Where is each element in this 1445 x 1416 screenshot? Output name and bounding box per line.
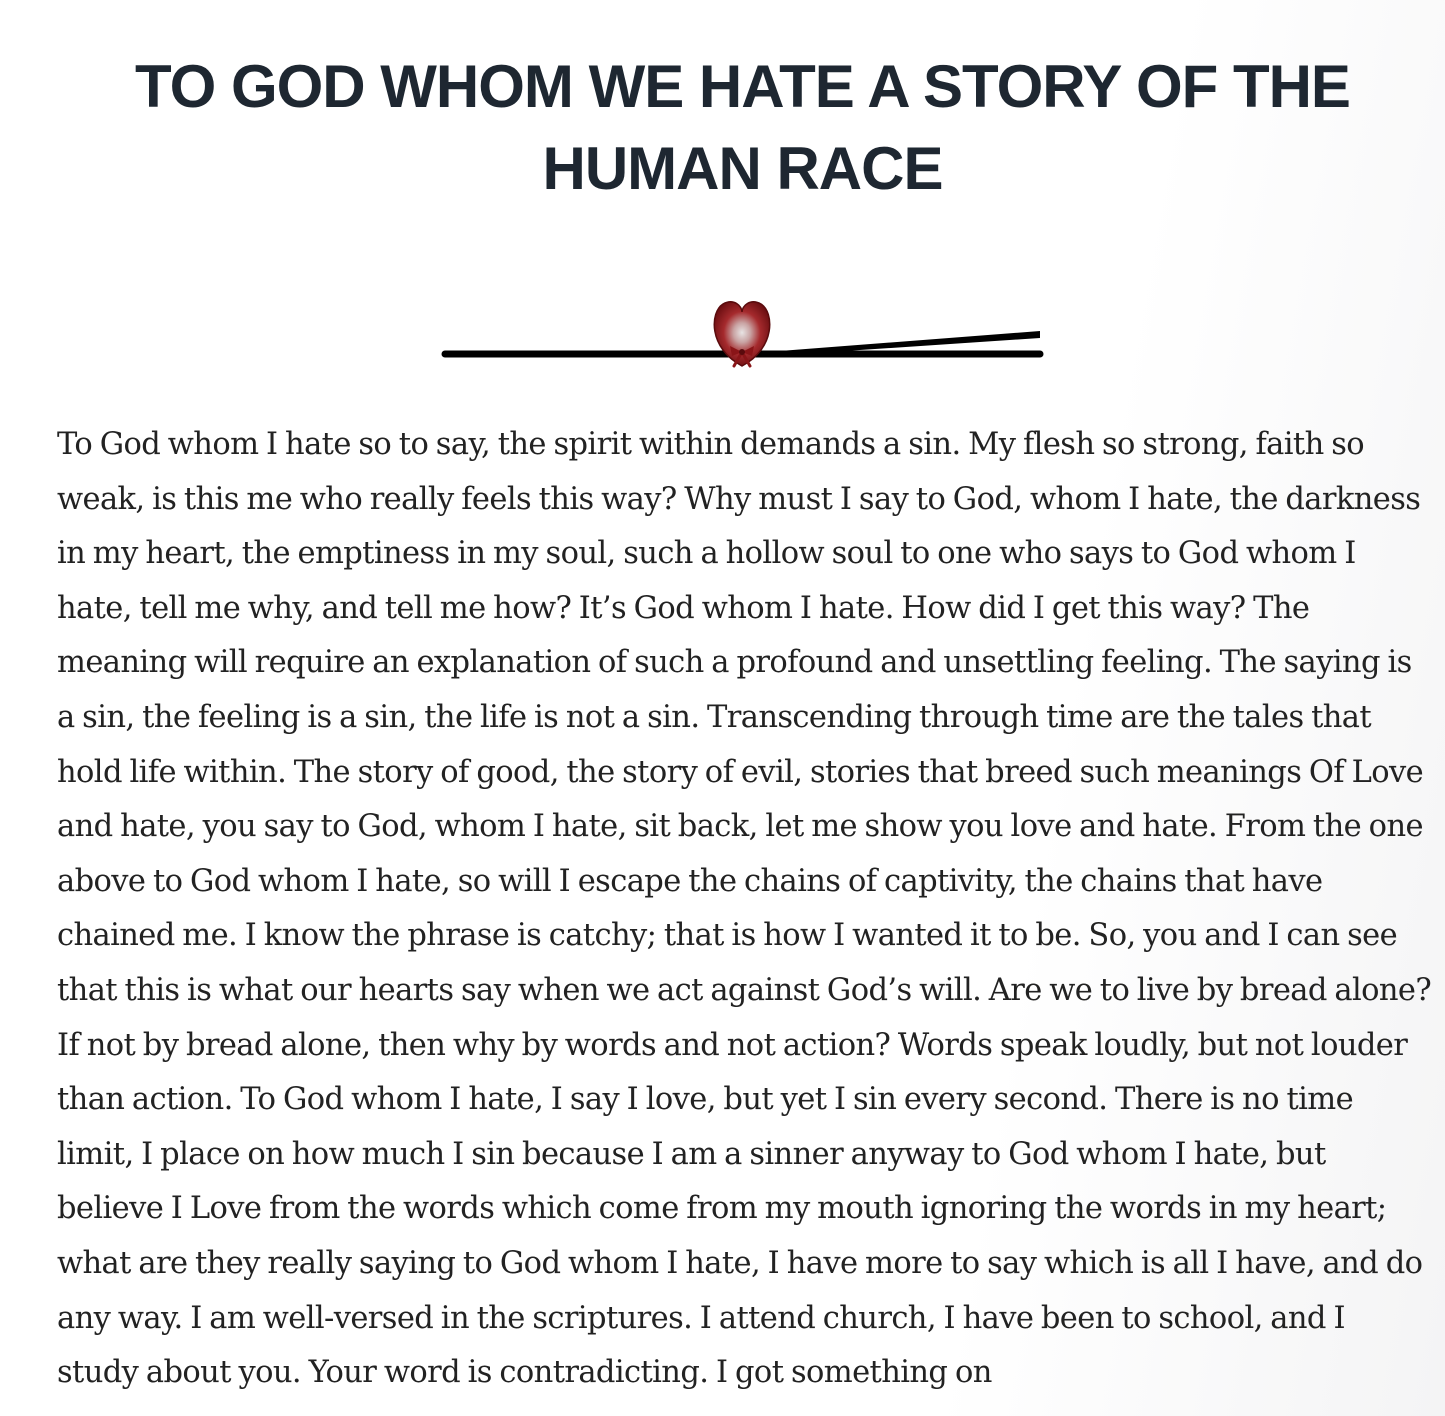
heart-divider <box>440 290 1050 380</box>
article-body: To God whom I hate so to say, the spirit within demands a sin. My flesh so strong, faith so weak, is this me who really feels this way? Why must I say to God, whom I hate, the darkness in my heart, the emptiness in my soul, such a hollow soul to one who says to God whom I hate, tell me why, and tell me how? It’s God whom I hate. How did I get this way? The meaning will require an explanation of such a profound and unsettling feeling. The saying is a sin, the feeling is a sin, the life is not a sin. Transcending through time are the tales that hold life within. The story of good, the story of evil, stories that breed such meanings Of Love and hate, you say to God, whom I hate, sit back, let me show you love and hate. From the one above to God whom I hate, so will I escape the chains of captivity, the chains that have chained me. I know the phrase is catchy; that is how I wanted it to be. So, you and I can see that this is what our hearts say when we act against God’s will. Are we to live by bread alone? If not by bread alone, then why by words and not action? Words speak loudly, but not louder than action. To God whom I hate, I say I love, but yet I sin every second. There is no time limit, I place on how much I sin because I am a sinner anyway to God whom I hate, but believe I Love from the words which come from my mouth ignoring the words in my heart; what are they really saying to God whom I hate, I have more to say which is all I have, and do any way. I am well-versed in the scriptures. I attend church, I have been to school, and I study about you. Your word is contradicting. I got something on <box>57 427 1432 1391</box>
page-title: TO GOD WHOM WE HATE A STORY OF THE HUMAN RACE <box>135 53 1350 202</box>
